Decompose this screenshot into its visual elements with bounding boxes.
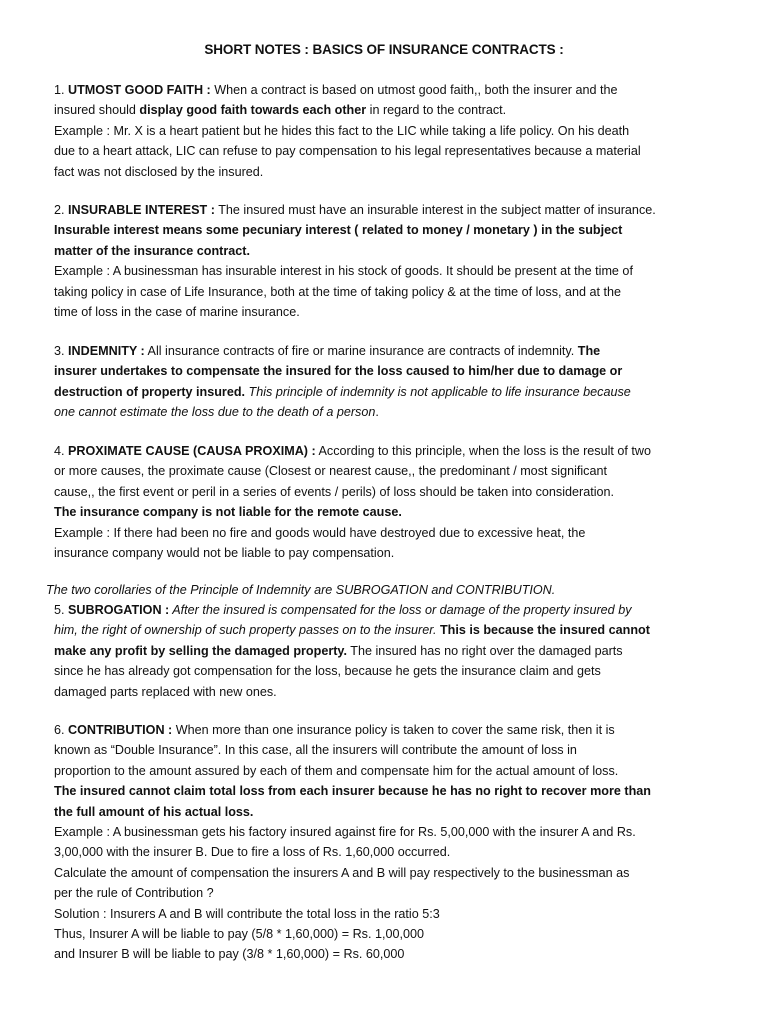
text-run: All insurance contracts of fire or marine insurance are contracts of indemnity. [144,344,578,358]
text-run: 5. [54,603,69,617]
text-line [54,620,722,640]
text-run: Example : A businessman gets his factory insured against fire for Rs. 5,00,000 with the insurer A and Rs. [54,824,636,839]
text-run: due to a heart attack, LIC can refuse to pay compensation to his legal representatives because a material [54,144,641,159]
text-line [54,461,722,481]
text-line [54,641,722,661]
text-line [54,80,722,100]
text-line [54,720,722,740]
text-run: 3. [54,344,69,358]
text-run: known as “Double Insurance”. In this case, all the insurers will contribute the amount of loss in [54,743,577,758]
text-run: Example : If there had been no fire and goods would have destroyed due to excessive heat, the [54,525,586,540]
bold-text-run: make any profit by selling the damaged property. [54,643,347,658]
text-run: Thus, Insurer A will be liable to pay (5/8 * 1,60,000) = Rs. 1,00,000 [54,926,424,941]
text-run: since he has already got compensation for the loss, because he gets the insurance claim and gets [54,664,601,679]
text-run: The insured must have an insurable interest in the subject matter of insurance. [214,203,656,217]
bold-text-run: destruction of property insured. [54,384,246,399]
text-line [54,502,722,522]
bold-text-run: CONTRIBUTION : [68,723,173,737]
text-run: proportion to the amount assured by each of them and compensate him for the actual amount of loss. [54,763,619,778]
text-run: fact was not disclosed by the insured. [54,164,264,179]
corollary-note: The two corollaries of the Principle of Indemnity are SUBROGATION and CONTRIBUTION. [46,583,556,597]
text-line [54,241,722,261]
bold-text-run: insurer undertakes to compensate the insured for the loss caused to him/her due to damage or [54,364,623,379]
text-line [54,361,722,381]
bold-text-run: This is because the insured cannot [436,623,650,638]
text-run: per the rule of Contribution ? [54,886,214,901]
text-line [54,121,722,141]
text-line [54,162,722,182]
bold-text-run: Insurable interest means some pecuniary interest ( related to money / monetary ) in the subject [54,223,623,238]
text-run: 4. [54,444,69,458]
text-run: Solution : Insurers A and B will contribute the total loss in the ratio 5:3 [54,906,440,921]
section-contribution [54,720,722,965]
text-run: in regard to the contract. [366,103,507,118]
text-line [54,904,722,924]
text-line [54,261,722,281]
text-run: or more causes, the proximate cause (Closest or nearest cause,, the predominant / most significant [54,464,607,479]
text-run: The insured has no right over the damaged parts [347,643,623,658]
text-line [54,822,722,842]
text-run: cause,, the first event or peril in a series of events / perils) of loss should be taken into consideration. [54,484,615,499]
text-run: 2. [54,203,69,217]
bold-text-run: INDEMNITY : [68,344,145,358]
bold-text-run: UTMOST GOOD FAITH : [68,83,211,97]
text-run: damaged parts replaced with new ones. [54,684,277,699]
bold-text-run: PROXIMATE CAUSE (CAUSA PROXIMA) : [68,444,316,458]
text-run: When more than one insurance policy is taken to cover the same risk, then it is [172,723,615,737]
text-line [54,863,722,883]
text-line [54,682,722,702]
text-line [54,944,722,964]
text-line [54,482,722,502]
text-run: According to this principle, when the loss is the result of two [315,444,652,458]
text-line [54,842,722,862]
text-line [54,341,722,361]
text-line [54,200,722,220]
section-indemnity [54,341,722,423]
bold-text-run: matter of the insurance contract. [54,243,250,258]
text-line [54,523,722,543]
bold-text-run: display good faith towards each other [139,103,367,118]
text-line [54,600,722,620]
bold-text-run: INSURABLE INTEREST : [68,203,215,217]
text-line [54,441,722,461]
text-line [54,382,722,402]
text-line [54,220,722,240]
section-insurable-interest [54,200,722,322]
text-line [54,100,722,120]
text-line [54,543,722,563]
text-line [54,802,722,822]
text-run: taking policy in case of Life Insurance, both at the time of taking policy & at the time of loss, and at the [54,284,622,299]
text-run: 1. [54,83,69,97]
text-line [54,302,722,322]
text-line [54,761,722,781]
text-line [54,924,722,944]
italic-text-run: This principle of indemnity is not applicable to life insurance because [245,384,631,399]
bold-text-run: The insured cannot claim total loss from each insurer because he has no right to recover more than [54,784,651,799]
text-run: insured should [54,103,140,118]
text-run: 3,00,000 with the insurer B. Due to fire a loss of Rs. 1,60,000 occurred. [54,845,451,860]
text-line [54,740,722,760]
text-run: and Insurer B will be liable to pay (3/8 * 1,60,000) = Rs. 60,000 [54,947,405,962]
text-run: insurance company would not be liable to pay compensation. [54,545,395,560]
bold-text-run: SUBROGATION : [68,603,170,617]
section-subrogation [54,600,722,702]
text-run: . [375,405,379,420]
text-line [54,141,722,161]
text-line [54,282,722,302]
bold-text-run: The insurance company is not liable for the remote cause. [54,505,402,520]
section-utmost-good-faith [54,80,722,182]
text-run: Example : Mr. X is a heart patient but he hides this fact to the LIC while taking a life policy. On his death [54,123,630,138]
italic-text-run: one cannot estimate the loss due to the death of a person [54,405,376,420]
section-proximate-cause [54,441,722,563]
text-run: 6. [54,723,69,737]
text-run: time of loss in the case of marine insurance. [54,304,300,319]
text-line [54,402,722,422]
text-run: Example : A businessman has insurable interest in his stock of goods. It should be present at the time of [54,264,633,279]
italic-text-run: After the insured is compensated for the loss or damage of the property insured by [169,603,632,617]
bold-text-run: The [577,344,601,358]
text-line [54,883,722,903]
bold-text-run: the full amount of his actual loss. [54,804,254,819]
text-line [54,661,722,681]
text-run: When a contract is based on utmost good faith,, both the insurer and the [210,83,618,97]
page-title: SHORT NOTES : BASICS OF INSURANCE CONTRACTS : [204,42,564,57]
italic-text-run: him, the right of ownership of such property passes on to the insurer. [54,623,437,638]
text-line [54,781,722,801]
text-run: Calculate the amount of compensation the insurers A and B will pay respectively to the businessman as [54,865,630,880]
